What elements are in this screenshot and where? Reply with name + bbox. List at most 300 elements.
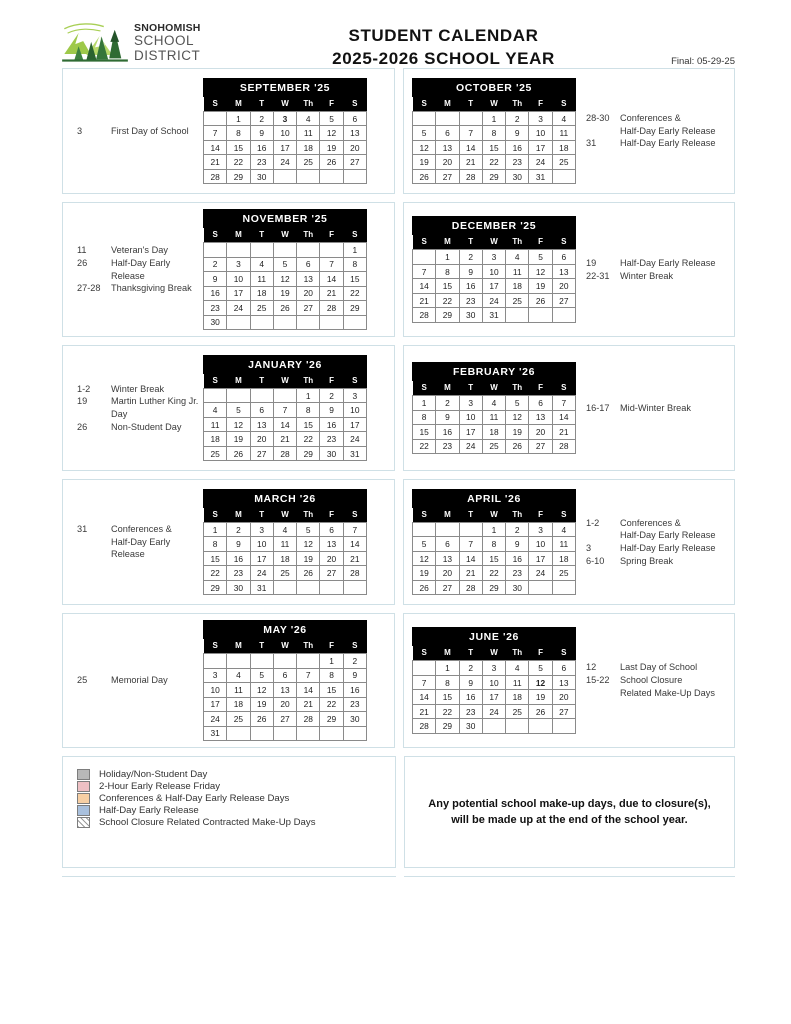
day-cell[interactable]: 11: [506, 675, 529, 690]
day-cell[interactable]: 10: [250, 537, 273, 552]
day-cell[interactable]: 12: [250, 683, 273, 698]
day-cell[interactable]: 15: [320, 683, 343, 698]
day-cell[interactable]: 1: [343, 243, 366, 258]
day-cell[interactable]: 13: [297, 272, 320, 287]
day-cell[interactable]: 3: [343, 388, 366, 403]
day-cell[interactable]: 15: [297, 417, 320, 432]
day-cell[interactable]: 27: [436, 580, 459, 595]
day-cell[interactable]: 22: [204, 566, 227, 581]
day-cell[interactable]: 21: [459, 566, 482, 581]
day-cell[interactable]: 26: [297, 566, 320, 581]
day-cell[interactable]: 17: [529, 551, 552, 566]
day-cell[interactable]: 1: [320, 654, 343, 669]
day-cell[interactable]: 18: [250, 286, 273, 301]
day-cell[interactable]: 20: [250, 432, 273, 447]
day-cell[interactable]: 20: [273, 697, 296, 712]
day-cell[interactable]: 7: [343, 522, 366, 537]
day-cell[interactable]: 1: [482, 111, 505, 126]
day-cell[interactable]: 31: [250, 580, 273, 595]
day-cell[interactable]: 17: [204, 697, 227, 712]
day-cell[interactable]: 5: [413, 537, 436, 552]
day-cell[interactable]: 6: [436, 126, 459, 141]
day-cell[interactable]: 22: [413, 439, 436, 454]
day-cell[interactable]: 22: [227, 155, 250, 170]
day-cell[interactable]: 20: [552, 279, 575, 294]
day-cell[interactable]: 3: [529, 522, 552, 537]
day-cell[interactable]: 1: [227, 111, 250, 126]
day-cell[interactable]: 27: [273, 712, 296, 727]
day-cell[interactable]: 10: [459, 410, 482, 425]
day-cell[interactable]: 7: [320, 257, 343, 272]
day-cell[interactable]: 21: [320, 286, 343, 301]
day-cell[interactable]: 18: [482, 425, 505, 440]
day-cell[interactable]: 27: [552, 293, 575, 308]
day-cell[interactable]: 2: [343, 654, 366, 669]
day-cell[interactable]: 7: [273, 403, 296, 418]
day-cell[interactable]: 14: [204, 140, 227, 155]
day-cell[interactable]: 9: [227, 537, 250, 552]
day-cell[interactable]: 26: [320, 155, 343, 170]
day-cell[interactable]: 15: [436, 279, 459, 294]
day-cell[interactable]: 30: [343, 712, 366, 727]
day-cell[interactable]: 5: [250, 668, 273, 683]
day-cell[interactable]: 10: [529, 126, 552, 141]
day-cell[interactable]: 28: [413, 308, 436, 323]
day-cell[interactable]: 4: [506, 250, 529, 265]
day-cell[interactable]: 30: [506, 169, 529, 184]
day-cell[interactable]: 23: [343, 697, 366, 712]
day-cell[interactable]: 22: [320, 697, 343, 712]
day-cell[interactable]: 18: [297, 140, 320, 155]
day-cell[interactable]: 26: [413, 580, 436, 595]
day-cell[interactable]: 1: [436, 250, 459, 265]
day-cell[interactable]: 21: [413, 704, 436, 719]
day-cell[interactable]: 14: [343, 537, 366, 552]
day-cell[interactable]: 17: [343, 417, 366, 432]
day-cell[interactable]: 12: [413, 551, 436, 566]
day-cell[interactable]: 17: [227, 286, 250, 301]
day-cell[interactable]: 6: [343, 111, 366, 126]
day-cell[interactable]: 25: [482, 439, 505, 454]
day-cell[interactable]: 3: [273, 111, 296, 126]
day-cell[interactable]: 28: [413, 719, 436, 734]
day-cell[interactable]: 4: [506, 661, 529, 676]
day-cell[interactable]: 15: [204, 551, 227, 566]
day-cell[interactable]: 21: [204, 155, 227, 170]
day-cell[interactable]: 4: [552, 522, 575, 537]
day-cell[interactable]: 29: [204, 580, 227, 595]
day-cell[interactable]: 23: [227, 566, 250, 581]
day-cell[interactable]: 15: [482, 140, 505, 155]
day-cell[interactable]: 4: [273, 522, 296, 537]
day-cell[interactable]: 19: [227, 432, 250, 447]
day-cell[interactable]: 13: [343, 126, 366, 141]
day-cell[interactable]: 1: [204, 522, 227, 537]
day-cell[interactable]: 27: [436, 169, 459, 184]
day-cell[interactable]: 8: [436, 264, 459, 279]
day-cell[interactable]: 23: [204, 301, 227, 316]
day-cell[interactable]: 19: [320, 140, 343, 155]
day-cell[interactable]: 28: [320, 301, 343, 316]
day-cell[interactable]: 20: [436, 155, 459, 170]
day-cell[interactable]: 12: [297, 537, 320, 552]
day-cell[interactable]: 31: [343, 446, 366, 461]
day-cell[interactable]: 22: [343, 286, 366, 301]
day-cell[interactable]: 6: [320, 522, 343, 537]
day-cell[interactable]: 12: [506, 410, 529, 425]
day-cell[interactable]: 18: [273, 551, 296, 566]
day-cell[interactable]: 15: [436, 690, 459, 705]
day-cell[interactable]: 5: [506, 396, 529, 411]
day-cell[interactable]: 11: [227, 683, 250, 698]
day-cell[interactable]: 13: [273, 683, 296, 698]
day-cell[interactable]: 30: [506, 580, 529, 595]
day-cell[interactable]: 23: [250, 155, 273, 170]
day-cell[interactable]: 23: [436, 439, 459, 454]
day-cell[interactable]: 31: [204, 726, 227, 741]
day-cell[interactable]: 4: [552, 111, 575, 126]
day-cell[interactable]: 24: [529, 155, 552, 170]
day-cell[interactable]: 22: [297, 432, 320, 447]
day-cell[interactable]: 4: [250, 257, 273, 272]
day-cell[interactable]: 24: [459, 439, 482, 454]
day-cell[interactable]: 22: [436, 704, 459, 719]
day-cell[interactable]: 11: [250, 272, 273, 287]
day-cell[interactable]: 2: [459, 661, 482, 676]
day-cell[interactable]: 7: [204, 126, 227, 141]
day-cell[interactable]: 28: [459, 169, 482, 184]
day-cell[interactable]: 3: [529, 111, 552, 126]
day-cell[interactable]: 25: [506, 293, 529, 308]
day-cell[interactable]: 19: [506, 425, 529, 440]
day-cell[interactable]: 18: [552, 551, 575, 566]
day-cell[interactable]: 4: [482, 396, 505, 411]
day-cell[interactable]: 10: [482, 675, 505, 690]
day-cell[interactable]: 3: [482, 661, 505, 676]
day-cell[interactable]: 26: [529, 293, 552, 308]
day-cell[interactable]: 14: [413, 690, 436, 705]
day-cell[interactable]: 8: [436, 675, 459, 690]
day-cell[interactable]: 17: [273, 140, 296, 155]
day-cell[interactable]: 4: [204, 403, 227, 418]
day-cell[interactable]: 2: [506, 111, 529, 126]
day-cell[interactable]: 28: [343, 566, 366, 581]
day-cell[interactable]: 19: [413, 566, 436, 581]
day-cell[interactable]: 30: [459, 308, 482, 323]
day-cell[interactable]: 26: [250, 712, 273, 727]
day-cell[interactable]: 16: [227, 551, 250, 566]
day-cell[interactable]: 21: [297, 697, 320, 712]
day-cell[interactable]: 5: [273, 257, 296, 272]
day-cell[interactable]: 20: [529, 425, 552, 440]
day-cell[interactable]: 2: [250, 111, 273, 126]
day-cell[interactable]: 24: [227, 301, 250, 316]
day-cell[interactable]: 5: [227, 403, 250, 418]
day-cell[interactable]: 30: [204, 315, 227, 330]
day-cell[interactable]: 6: [529, 396, 552, 411]
day-cell[interactable]: 24: [482, 704, 505, 719]
day-cell[interactable]: 17: [529, 140, 552, 155]
day-cell[interactable]: 11: [273, 537, 296, 552]
day-cell[interactable]: 11: [204, 417, 227, 432]
day-cell[interactable]: 20: [343, 140, 366, 155]
day-cell[interactable]: 24: [343, 432, 366, 447]
day-cell[interactable]: 18: [506, 279, 529, 294]
day-cell[interactable]: 13: [552, 264, 575, 279]
day-cell[interactable]: 2: [506, 522, 529, 537]
day-cell[interactable]: 6: [273, 668, 296, 683]
day-cell[interactable]: 10: [273, 126, 296, 141]
day-cell[interactable]: 16: [320, 417, 343, 432]
day-cell[interactable]: 2: [459, 250, 482, 265]
day-cell[interactable]: 27: [297, 301, 320, 316]
day-cell[interactable]: 28: [459, 580, 482, 595]
day-cell[interactable]: 26: [413, 169, 436, 184]
day-cell[interactable]: 21: [413, 293, 436, 308]
day-cell[interactable]: 8: [413, 410, 436, 425]
day-cell[interactable]: 3: [227, 257, 250, 272]
day-cell[interactable]: 24: [204, 712, 227, 727]
day-cell[interactable]: 27: [343, 155, 366, 170]
day-cell[interactable]: 17: [482, 690, 505, 705]
day-cell[interactable]: 18: [506, 690, 529, 705]
day-cell[interactable]: 24: [273, 155, 296, 170]
day-cell[interactable]: 5: [529, 661, 552, 676]
day-cell[interactable]: 19: [273, 286, 296, 301]
day-cell[interactable]: 28: [273, 446, 296, 461]
day-cell[interactable]: 29: [482, 580, 505, 595]
day-cell[interactable]: 13: [436, 140, 459, 155]
day-cell[interactable]: 15: [413, 425, 436, 440]
day-cell[interactable]: 23: [459, 293, 482, 308]
day-cell[interactable]: 4: [297, 111, 320, 126]
day-cell[interactable]: 10: [204, 683, 227, 698]
day-cell[interactable]: 7: [459, 537, 482, 552]
day-cell[interactable]: 26: [529, 704, 552, 719]
day-cell[interactable]: 22: [482, 155, 505, 170]
day-cell[interactable]: 9: [250, 126, 273, 141]
day-cell[interactable]: 7: [413, 264, 436, 279]
day-cell[interactable]: 23: [320, 432, 343, 447]
day-cell[interactable]: 27: [529, 439, 552, 454]
day-cell[interactable]: 9: [506, 126, 529, 141]
day-cell[interactable]: 15: [227, 140, 250, 155]
day-cell[interactable]: 30: [320, 446, 343, 461]
day-cell[interactable]: 13: [552, 675, 575, 690]
day-cell[interactable]: 6: [436, 537, 459, 552]
day-cell[interactable]: 18: [552, 140, 575, 155]
day-cell[interactable]: 28: [552, 439, 575, 454]
day-cell[interactable]: 26: [273, 301, 296, 316]
day-cell[interactable]: 21: [552, 425, 575, 440]
day-cell[interactable]: 25: [506, 704, 529, 719]
day-cell[interactable]: 24: [250, 566, 273, 581]
day-cell[interactable]: 7: [459, 126, 482, 141]
day-cell[interactable]: 11: [552, 537, 575, 552]
day-cell[interactable]: 1: [413, 396, 436, 411]
day-cell[interactable]: 6: [552, 250, 575, 265]
day-cell[interactable]: 15: [482, 551, 505, 566]
day-cell[interactable]: 29: [343, 301, 366, 316]
day-cell[interactable]: 8: [343, 257, 366, 272]
day-cell[interactable]: 30: [459, 719, 482, 734]
day-cell[interactable]: 6: [250, 403, 273, 418]
day-cell[interactable]: 14: [297, 683, 320, 698]
day-cell[interactable]: 12: [529, 264, 552, 279]
day-cell[interactable]: 10: [227, 272, 250, 287]
day-cell[interactable]: 25: [552, 155, 575, 170]
day-cell[interactable]: 9: [506, 537, 529, 552]
day-cell[interactable]: 1: [436, 661, 459, 676]
day-cell[interactable]: 17: [482, 279, 505, 294]
day-cell[interactable]: 16: [204, 286, 227, 301]
day-cell[interactable]: 5: [320, 111, 343, 126]
day-cell[interactable]: 29: [227, 169, 250, 184]
day-cell[interactable]: 16: [459, 690, 482, 705]
day-cell[interactable]: 14: [459, 140, 482, 155]
day-cell[interactable]: 21: [459, 155, 482, 170]
day-cell[interactable]: 27: [320, 566, 343, 581]
day-cell[interactable]: 29: [436, 719, 459, 734]
day-cell[interactable]: 10: [482, 264, 505, 279]
day-cell[interactable]: 21: [273, 432, 296, 447]
day-cell[interactable]: 12: [413, 140, 436, 155]
day-cell[interactable]: 23: [506, 155, 529, 170]
day-cell[interactable]: 19: [297, 551, 320, 566]
day-cell[interactable]: 14: [320, 272, 343, 287]
day-cell[interactable]: 19: [529, 279, 552, 294]
day-cell[interactable]: 17: [250, 551, 273, 566]
day-cell[interactable]: 2: [320, 388, 343, 403]
day-cell[interactable]: 20: [320, 551, 343, 566]
day-cell[interactable]: 28: [297, 712, 320, 727]
day-cell[interactable]: 23: [459, 704, 482, 719]
day-cell[interactable]: 29: [436, 308, 459, 323]
day-cell[interactable]: 16: [506, 140, 529, 155]
day-cell[interactable]: 16: [506, 551, 529, 566]
day-cell[interactable]: 14: [273, 417, 296, 432]
day-cell[interactable]: 2: [204, 257, 227, 272]
day-cell[interactable]: 8: [204, 537, 227, 552]
day-cell[interactable]: 8: [297, 403, 320, 418]
day-cell[interactable]: 29: [482, 169, 505, 184]
day-cell[interactable]: 1: [482, 522, 505, 537]
day-cell[interactable]: 22: [436, 293, 459, 308]
day-cell[interactable]: 12: [227, 417, 250, 432]
day-cell[interactable]: 14: [552, 410, 575, 425]
day-cell[interactable]: 7: [552, 396, 575, 411]
day-cell[interactable]: 26: [506, 439, 529, 454]
day-cell[interactable]: 25: [250, 301, 273, 316]
day-cell[interactable]: 20: [552, 690, 575, 705]
day-cell[interactable]: 19: [250, 697, 273, 712]
day-cell[interactable]: 21: [343, 551, 366, 566]
day-cell[interactable]: 2: [227, 522, 250, 537]
day-cell[interactable]: 11: [297, 126, 320, 141]
day-cell[interactable]: 8: [482, 537, 505, 552]
day-cell[interactable]: 13: [436, 551, 459, 566]
day-cell[interactable]: 14: [413, 279, 436, 294]
day-cell[interactable]: 20: [436, 566, 459, 581]
day-cell[interactable]: 22: [482, 566, 505, 581]
day-cell[interactable]: 25: [552, 566, 575, 581]
day-cell[interactable]: 10: [343, 403, 366, 418]
day-cell[interactable]: 8: [320, 668, 343, 683]
day-cell[interactable]: 30: [250, 169, 273, 184]
day-cell[interactable]: 9: [459, 264, 482, 279]
day-cell[interactable]: 28: [204, 169, 227, 184]
day-cell[interactable]: 13: [320, 537, 343, 552]
day-cell[interactable]: 6: [297, 257, 320, 272]
day-cell[interactable]: 24: [482, 293, 505, 308]
day-cell[interactable]: 7: [413, 675, 436, 690]
day-cell[interactable]: 31: [529, 169, 552, 184]
day-cell[interactable]: 15: [343, 272, 366, 287]
day-cell[interactable]: 3: [204, 668, 227, 683]
day-cell[interactable]: 16: [436, 425, 459, 440]
day-cell[interactable]: 7: [297, 668, 320, 683]
day-cell[interactable]: 29: [297, 446, 320, 461]
day-cell[interactable]: 12: [529, 675, 552, 690]
day-cell[interactable]: 14: [459, 551, 482, 566]
day-cell[interactable]: 13: [529, 410, 552, 425]
day-cell[interactable]: 12: [273, 272, 296, 287]
day-cell[interactable]: 18: [227, 697, 250, 712]
day-cell[interactable]: 10: [529, 537, 552, 552]
day-cell[interactable]: 8: [227, 126, 250, 141]
day-cell[interactable]: 3: [482, 250, 505, 265]
day-cell[interactable]: 17: [459, 425, 482, 440]
day-cell[interactable]: 4: [227, 668, 250, 683]
day-cell[interactable]: 11: [506, 264, 529, 279]
day-cell[interactable]: 3: [250, 522, 273, 537]
day-cell[interactable]: 24: [529, 566, 552, 581]
day-cell[interactable]: 3: [459, 396, 482, 411]
day-cell[interactable]: 23: [506, 566, 529, 581]
day-cell[interactable]: 11: [482, 410, 505, 425]
day-cell[interactable]: 5: [413, 126, 436, 141]
day-cell[interactable]: 9: [436, 410, 459, 425]
day-cell[interactable]: 16: [250, 140, 273, 155]
day-cell[interactable]: 13: [250, 417, 273, 432]
day-cell[interactable]: 18: [204, 432, 227, 447]
day-cell[interactable]: 25: [297, 155, 320, 170]
day-cell[interactable]: 16: [343, 683, 366, 698]
day-cell[interactable]: 8: [482, 126, 505, 141]
day-cell[interactable]: 19: [529, 690, 552, 705]
day-cell[interactable]: 20: [297, 286, 320, 301]
day-cell[interactable]: 25: [204, 446, 227, 461]
day-cell[interactable]: 9: [204, 272, 227, 287]
day-cell[interactable]: 6: [552, 661, 575, 676]
day-cell[interactable]: 11: [552, 126, 575, 141]
day-cell[interactable]: 5: [297, 522, 320, 537]
day-cell[interactable]: 16: [459, 279, 482, 294]
day-cell[interactable]: 25: [227, 712, 250, 727]
day-cell[interactable]: 5: [529, 250, 552, 265]
day-cell[interactable]: 1: [297, 388, 320, 403]
day-cell[interactable]: 26: [227, 446, 250, 461]
day-cell[interactable]: 31: [482, 308, 505, 323]
day-cell[interactable]: 29: [320, 712, 343, 727]
day-cell[interactable]: 19: [413, 155, 436, 170]
day-cell[interactable]: 9: [459, 675, 482, 690]
day-cell[interactable]: 12: [320, 126, 343, 141]
day-cell[interactable]: 2: [436, 396, 459, 411]
day-cell[interactable]: 9: [320, 403, 343, 418]
day-cell[interactable]: 25: [273, 566, 296, 581]
day-cell[interactable]: 27: [250, 446, 273, 461]
